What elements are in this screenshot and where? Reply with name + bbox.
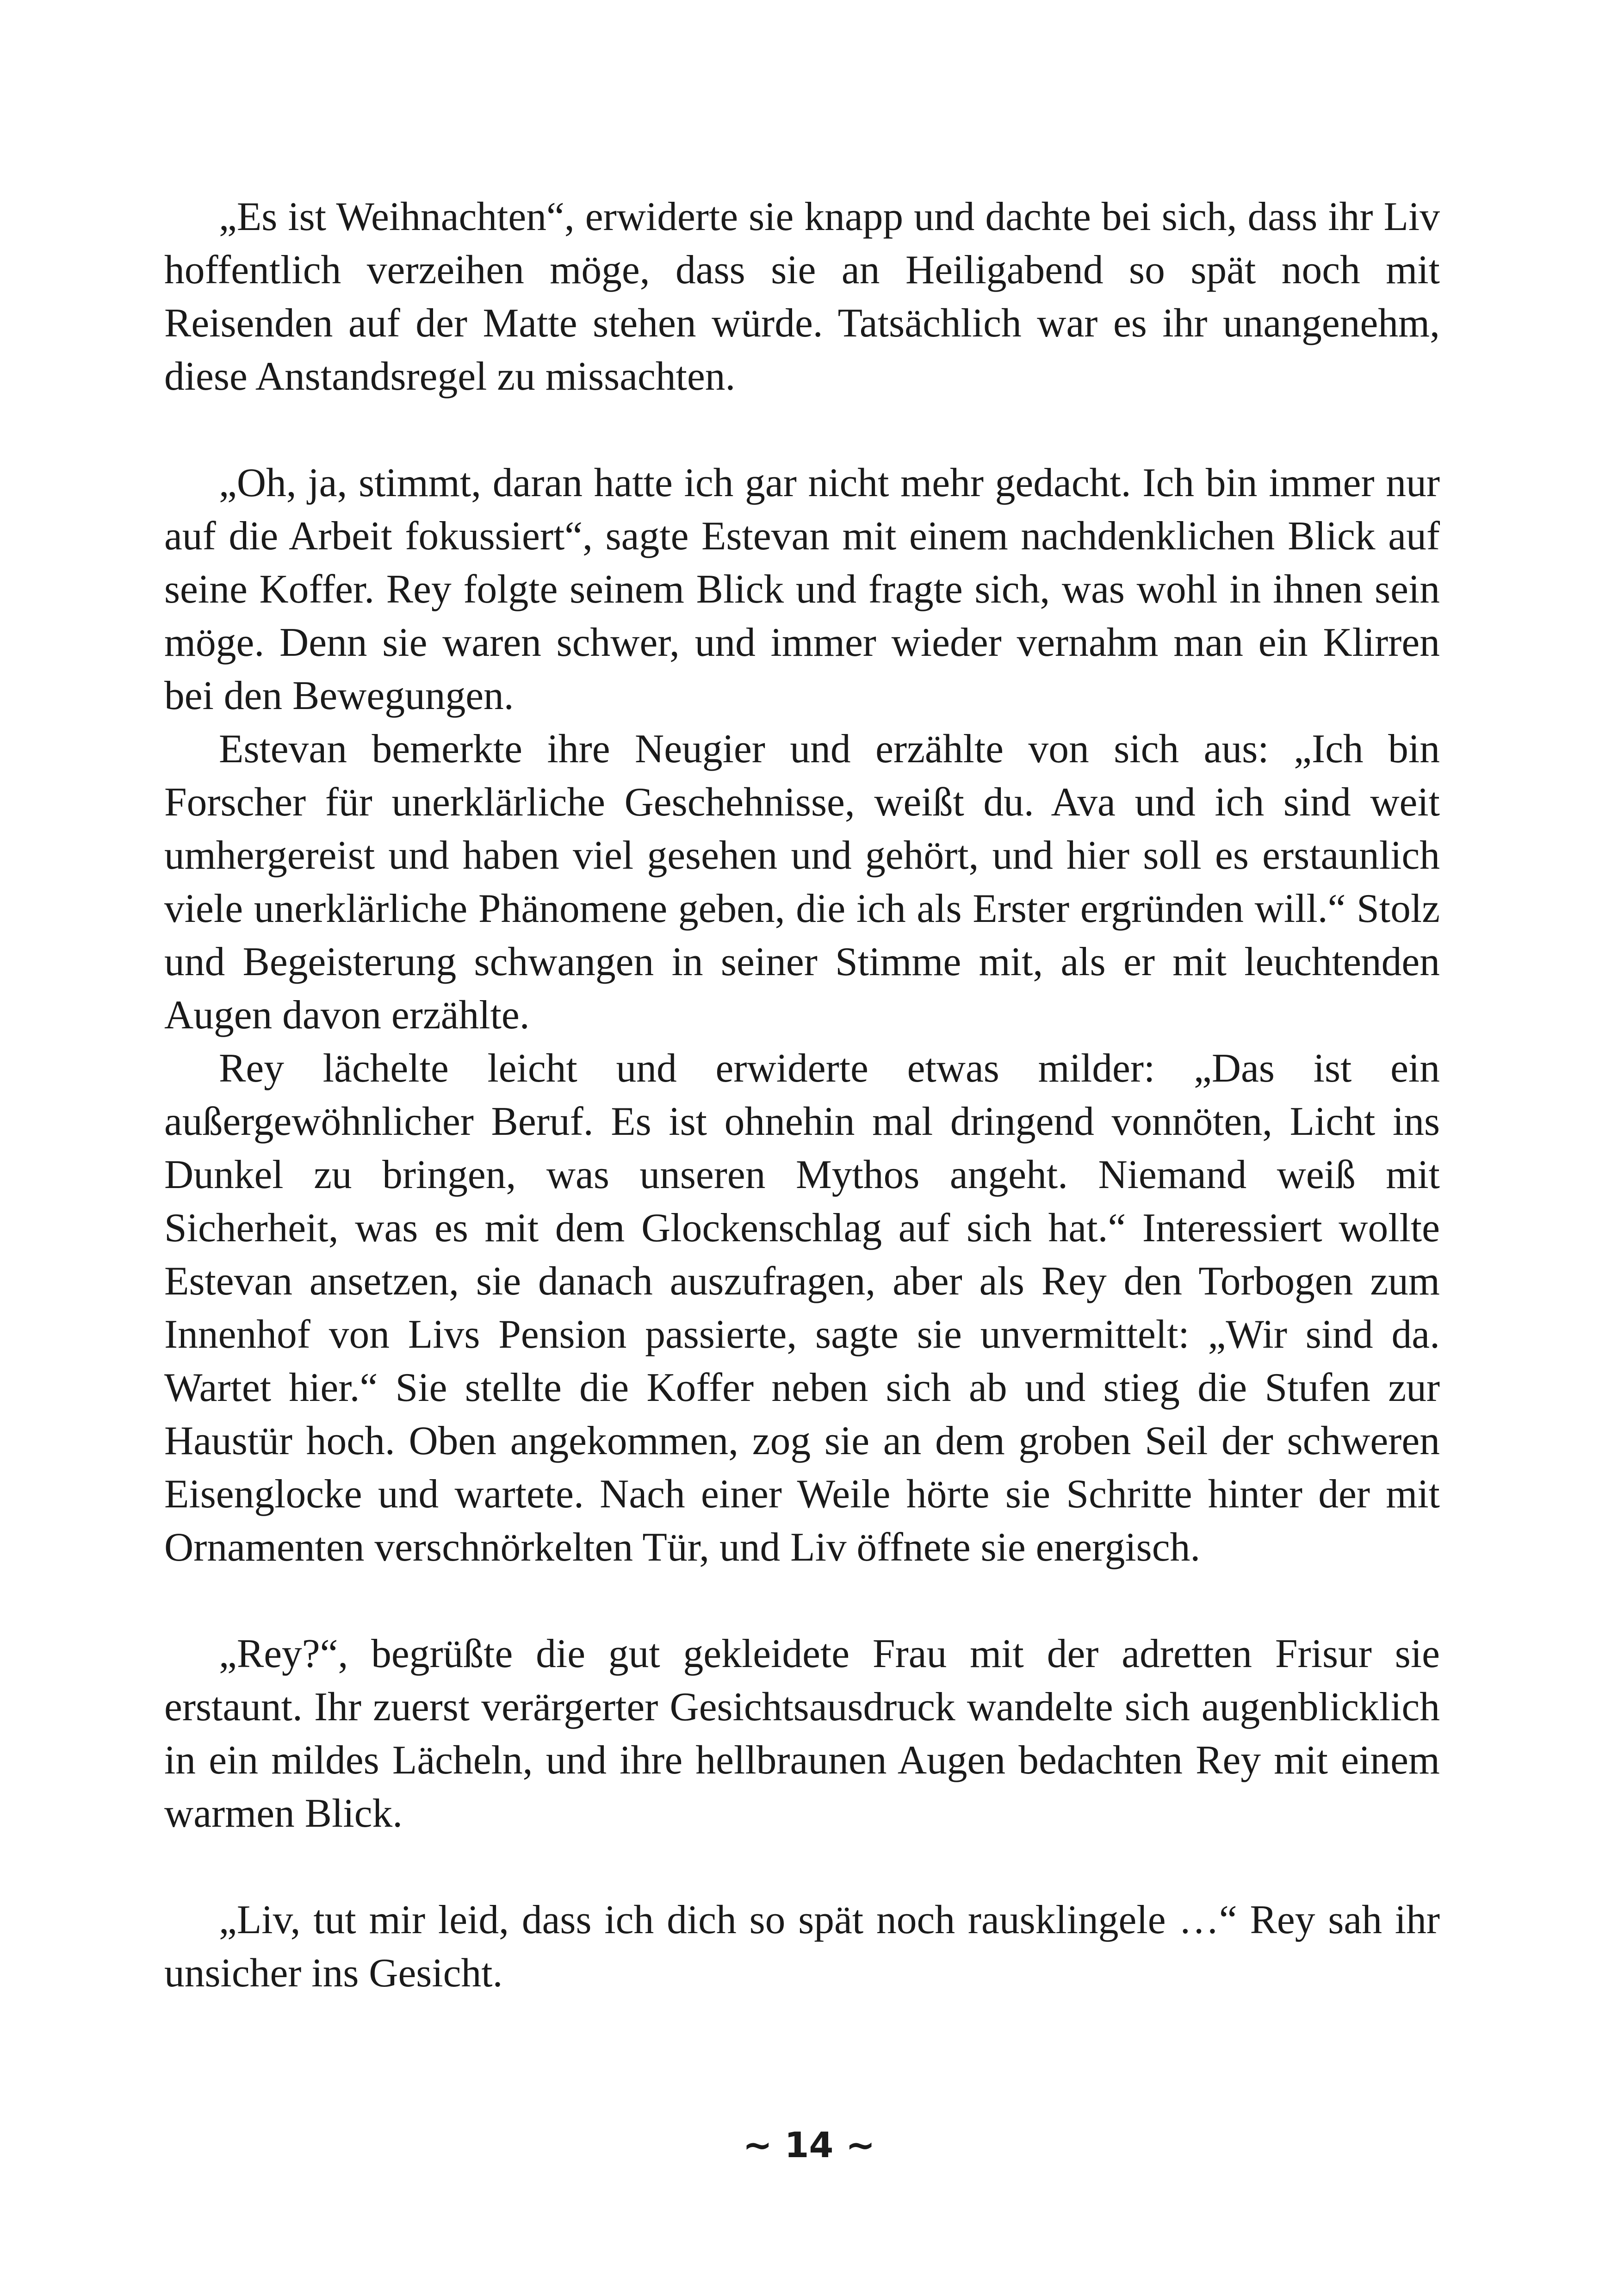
paragraph-2: „Oh, ja, stimmt, daran hatte ich gar nicht mehr gedacht. Ich bin immer nur auf die Arbeit fokussiert“, sagte Estevan mit einem nachdenklichen Blick auf seine Koffer. Rey folgte seinem Blick und fragte sich, was wohl in ihnen sein möge. Denn sie waren schwer, und immer wieder vernahm man ein Klirren bei den Bewegungen. [164, 460, 1440, 718]
paragraph-gap [164, 1574, 1440, 1627]
paragraph-5: „Rey?“, begrüßte die gut gekleidete Frau mit der adretten Frisur sie erstaunt. Ihr zuerst verärgerter Gesichtsausdruck wandelte sich augenblicklich in ein mildes Lächeln, und ihre hellbraunen Augen bedachten Rey mit einem warmen Blick. [164, 1631, 1440, 1836]
paragraph-6: „Liv, tut mir leid, dass ich dich so spät noch rausklingele …“ Rey sah ihr unsicher ins Gesicht. [164, 1897, 1440, 1995]
paragraph-gap [164, 1840, 1440, 1893]
page-number: ~ 14 ~ [743, 2124, 875, 2165]
paragraph-gap [164, 403, 1440, 456]
paragraph-3: Estevan bemerkte ihre Neugier und erzählte von sich aus: „Ich bin Forscher für unerklärliche Geschehnisse, weißt du. Ava und ich sind weit umhergereist und haben viel gesehen und gehört, und hier soll es erstaunlich viele unerklärliche Phänomene geben, die ich als Erster ergründen will.“ Stolz und Begeisterung schwangen in seiner Stimme mit, als er mit leuchtenden Augen davon erzählte. [164, 726, 1440, 1037]
paragraph-1: „Es ist Weihnachten“, erwiderte sie knapp und dachte bei sich, dass ihr Liv hoffentlich verzeihen möge, dass sie an Heiligabend so spät noch mit Reisenden auf der Matte stehen würde. Tatsächlich war es ihr unangenehm, diese Anstandsregel zu missachten. [164, 194, 1440, 398]
book-page-text [164, 190, 1440, 1999]
paragraph-4: Rey lächelte leicht und erwiderte etwas milder: „Das ist ein außergewöhnlicher Beruf. Es ist ohnehin mal dringend vonnöten, Licht ins Dunkel zu bringen, was unseren Mythos angeht. Niemand weiß mit Sicherheit, was es mit dem Glockenschlag auf sich hat.“ Interessiert wollte Estevan ansetzen, sie danach auszufragen, aber als Rey den Torbogen zum Innenhof von Livs Pension passierte, sagte sie unvermittelt: „Wir sind da. Wartet hier.“ Sie stellte die Koffer neben sich ab und stieg die Stufen zur Haustür hoch. Oben angekommen, zog sie an dem groben Seil der schweren Eisenglocke und wartete. Nach einer Weile hörte sie Schritte hinter der mit Ornamenten verschnörkelten Tür, und Liv öffnete sie energisch. [164, 1045, 1440, 1569]
